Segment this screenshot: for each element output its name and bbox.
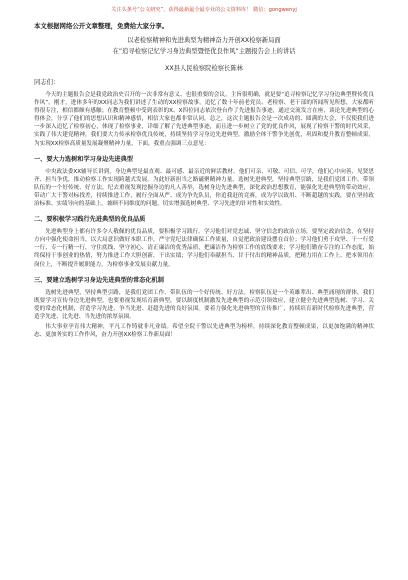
heading-2: 二、要积极学习践行先进典型的优良品质 xyxy=(34,216,146,224)
paragraph-closing: 伟大事业孕育伟大精神，平凡工作铸就非凡业绩。希望全院干警以先进典型为榜样，持续深化教育整顿成果，以更加饱满的精神状态、更加务实的工作作风，奋力开创XX检察工作新局面！ xyxy=(34,323,374,339)
promo-banner: 关注头条号“公文研究”，获得最新最全最专业的公文资料库！ 微信：gongwenyj xyxy=(111,7,297,13)
title-line-1: 以老检察精神和先进典型为精神奋力开创XX检察新局面 xyxy=(127,37,281,44)
paragraph-3: 选树先进典型，坚持典型引路，是我们党团工作、带队伍的一个好传统、好方法。检察队伍是一个英雄辈出、典型涌现的群体，我们既要学习宣传身边先进典型，也要重视发现培育新典型，要以制度机制激发先进典型的示范引领效应，建立健全先进典型选树、学习、关爱的常态化机制，营造学习先进、争当先进、赶超先进的良好氛围。要着力强化先进典型的宣传推广，持续培育新时代检察先进典型，营造学先进、比先进、当先进的浓厚氛围。 xyxy=(34,289,374,320)
share-note: 本文根据网络公开文章整理，免费给大家分享。 xyxy=(34,22,169,30)
paragraph-intro: 今天的主题报告会是我党政治史召开的一次非常有意义、也很重要的会议。主旨很明确，就是要“追寻检察记忆学习身边典型暨传优良作风”。刚才，进体多年的XX同志为我们讲述了生动的XX检察故事，追忆了数十年前老党员、老检察、老干部的所闻所见所想，大家都听得很专注，相信都颇有感触；在教育整顿中受到表彰的X、X四位同志依次登台作了先进报告事迹，通过交流发言在座，谈论先进典型的心得体会，分享了他们的思想认识和精神感悟，相信大家也都非常认同，总之，这次主题报告会是一次成功的、圆满的大会，不仅使我们进一步深入追忆了检察初心，体现了检察事业，详细了解了先进典型事迹，而且进一步树立了党的优良作风，展现了检察干警的时代风采，实践了伟大建党精神，我们要大力传承检察优良传统，持续坚持学习身边先进典型，激励全体干警争先创优，巩固和提升教育整顿成果，为实现XX检察高质量发展凝聚精神力量，下面，我重点强调三点意见： xyxy=(34,92,374,147)
greeting: 同志们： xyxy=(34,79,60,86)
paragraph-2: 先进典型身上都有许多令人敬佩的优良品质，要积极学习践行。学习他们对党忠诚、坚守信念的政治立场，要坚定政治信念，在坚持方向中强化使命担当，以大局意识做好本职工作，严守党纪法律确保工作质量，自觉把政治建设摆在首位；学习他们勇于攻坚、干一行爱一行、专一行精一行，守住底线、坚守初心、清正廉洁的优秀品质，把廉洁作为检察工作的底线要求；学习他们勤奋专注的工作态度，始终保持干事创业的热情，努力推进工作大胆创新，干出实绩；学习他们奉献担当、甘于付出的精神品质，把精力用在工作上、把本领用在岗位上，不断提升履职能力，为检察事业发展贡献力量。 xyxy=(34,229,374,268)
org-line: XX县人民检察院检察长陈林 xyxy=(165,65,243,72)
heading-1: 一、要大力选树和学习身边先进典型 xyxy=(34,155,133,163)
paragraph-1: 中央政法委XX辅导长讲到，身边典型是最直观、最可感、最亲近的鲜活教材，他们可亲、可敬、可信、可学，他们心中向善、见贤思齐、担当争优，推动检察工作实现跨越式发展。为此好新担当之路磁聚精神力量。选树先进典型，坚持典型引路，是我们党团工作、带领队伍的一个好传统、好方法。纪去重视发现挖掘身边的凡人善举，选树身边先进典型，深化政治思想教育，能强化先进典型的带动效应，带动广大干警对标找差，持续推进工作，履行全面从严、成为争先队员，你追我赶的竞赛，成为学以致用、不断超越的实践，要在坚持政治标准、实绩导向的基础上，兼顾不同维度的问题，切实增强选树典型、学习先进的针对性和实效性。 xyxy=(34,168,374,208)
title-line-2: 在“追寻检察记忆学习身边典型暨怪优良作风”主题报告会上的讲话 xyxy=(112,48,296,55)
heading-3: 三、要建立选树学习身边先进典型的常态化机制 xyxy=(34,276,164,284)
